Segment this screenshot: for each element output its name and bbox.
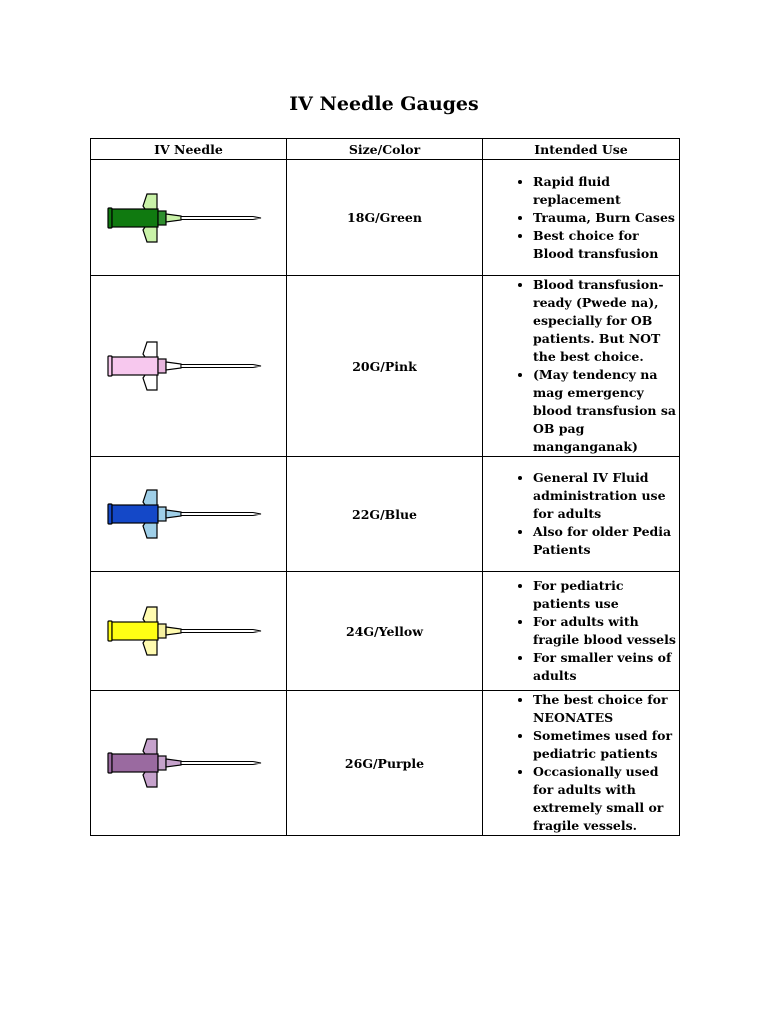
header-intended-use: Intended Use xyxy=(483,139,680,160)
size-color-cell: 26G/Purple xyxy=(287,691,483,836)
size-color-cell: 24G/Yellow xyxy=(287,572,483,691)
list-item: • Sometimes used for pediatric patients xyxy=(533,727,679,763)
table-header-row xyxy=(91,139,680,160)
table-row xyxy=(91,691,680,836)
list-item: • General IV Fluid administration use for adults xyxy=(533,469,679,523)
intended-use-cell xyxy=(483,691,680,836)
list-item: • Also for older Pedia Patients xyxy=(533,523,679,559)
list-item: • Occasionally used for adults with extremely small or fragile vessels. xyxy=(533,763,679,835)
intended-use-list xyxy=(483,577,679,685)
page-title: IV Needle Gauges xyxy=(289,93,479,115)
needle-image-cell xyxy=(91,457,287,572)
green-iv-needle-icon xyxy=(105,188,265,248)
list-item: • For smaller veins of adults xyxy=(533,649,679,685)
list-item: • For pediatric patients use xyxy=(533,577,679,613)
needle-image-cell xyxy=(91,276,287,457)
header-size-color: Size/Color xyxy=(287,139,483,160)
size-color-cell: 22G/Blue xyxy=(287,457,483,572)
size-color-cell: 18G/Green xyxy=(287,160,483,276)
yellow-iv-needle-icon xyxy=(105,601,265,661)
intended-use-cell xyxy=(483,160,680,276)
needle-image-cell xyxy=(91,691,287,836)
needle-image-cell xyxy=(91,160,287,276)
intended-use-cell xyxy=(483,457,680,572)
list-item: • Rapid fluid replacement xyxy=(533,173,679,209)
table-row xyxy=(91,160,680,276)
intended-use-cell xyxy=(483,276,680,457)
intended-use-list xyxy=(483,691,679,835)
table-row xyxy=(91,457,680,572)
list-item: • Trauma, Burn Cases xyxy=(533,209,679,227)
list-item: • Blood transfusion-ready (Pwede na), especially for OB patients. But NOT the best choice. xyxy=(533,276,679,366)
needle-image-cell xyxy=(91,572,287,691)
list-item: • (May tendency na mag emergency blood transfusion sa OB pag manganganak) xyxy=(533,366,679,456)
table-row xyxy=(91,572,680,691)
table-row xyxy=(91,276,680,457)
list-item: • For adults with fragile blood vessels xyxy=(533,613,679,649)
intended-use-cell xyxy=(483,572,680,691)
iv-needle-table xyxy=(90,138,680,836)
intended-use-list xyxy=(483,469,679,559)
intended-use-list xyxy=(483,276,679,456)
purple-iv-needle-icon xyxy=(105,733,265,793)
pink-iv-needle-icon xyxy=(105,336,265,396)
list-item: • Best choice for Blood transfusion xyxy=(533,227,679,263)
blue-iv-needle-icon xyxy=(105,484,265,544)
list-item: • The best choice for NEONATES xyxy=(533,691,679,727)
size-color-cell: 20G/Pink xyxy=(287,276,483,457)
intended-use-list xyxy=(483,173,679,263)
header-iv-needle: IV Needle xyxy=(91,139,287,160)
